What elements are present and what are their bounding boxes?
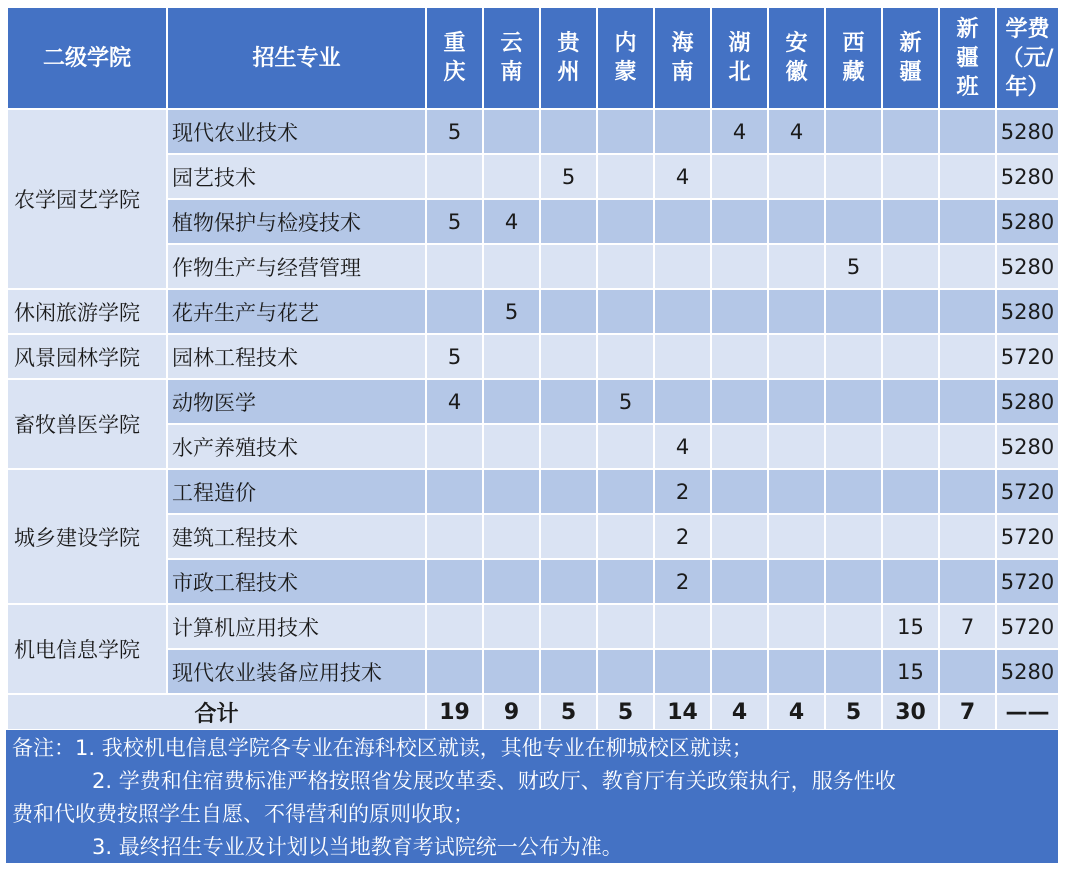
- quota-cell: [426, 424, 483, 469]
- remark-line-2: 2. 学费和住宿费标准严格按照省发展改革委、财政厅、教育厅有关政策执行，服务性收: [92, 769, 896, 793]
- fee-cell: 5720: [996, 514, 1059, 559]
- quota-cell: [825, 469, 882, 514]
- quota-cell: [768, 514, 825, 559]
- quota-cell: [711, 334, 768, 379]
- quota-cell: [939, 289, 996, 334]
- fee-cell: 5280: [996, 649, 1059, 694]
- total-cell: 14: [654, 694, 711, 730]
- quota-cell: [483, 649, 540, 694]
- quota-cell: [939, 424, 996, 469]
- quota-cell: [768, 154, 825, 199]
- quota-cell: [882, 154, 939, 199]
- quota-cell: [654, 289, 711, 334]
- major-name: 园艺技术: [167, 154, 426, 199]
- fee-cell: 5280: [996, 199, 1059, 244]
- quota-cell: [882, 514, 939, 559]
- quota-cell: [825, 604, 882, 649]
- quota-cell: [825, 649, 882, 694]
- quota-cell: [939, 379, 996, 424]
- quota-cell: 5: [825, 244, 882, 289]
- quota-cell: 15: [882, 649, 939, 694]
- major-name: 植物保护与检疫技术: [167, 199, 426, 244]
- total-cell: 30: [882, 694, 939, 730]
- total-cell: 19: [426, 694, 483, 730]
- quota-cell: [711, 604, 768, 649]
- quota-cell: 5: [597, 379, 654, 424]
- quota-cell: 5: [426, 334, 483, 379]
- fee-cell: 5280: [996, 109, 1059, 154]
- quota-cell: [597, 109, 654, 154]
- college-name: 农学园艺学院: [7, 109, 167, 289]
- quota-cell: [768, 199, 825, 244]
- fee-cell: 5280: [996, 289, 1059, 334]
- quota-cell: [483, 244, 540, 289]
- quota-cell: [483, 154, 540, 199]
- major-name: 园林工程技术: [167, 334, 426, 379]
- header-province: 安 徽: [768, 7, 825, 109]
- quota-cell: [597, 244, 654, 289]
- quota-cell: [711, 559, 768, 604]
- college-name: 休闲旅游学院: [7, 289, 167, 334]
- quota-cell: [882, 289, 939, 334]
- quota-cell: [426, 469, 483, 514]
- header-major: 招生专业: [167, 7, 426, 109]
- quota-cell: [654, 244, 711, 289]
- quota-cell: [654, 199, 711, 244]
- quota-cell: [768, 469, 825, 514]
- fee-cell: 5720: [996, 334, 1059, 379]
- total-cell: 5: [825, 694, 882, 730]
- quota-cell: [597, 649, 654, 694]
- quota-cell: [825, 559, 882, 604]
- fee-cell: 5280: [996, 379, 1059, 424]
- quota-cell: [711, 424, 768, 469]
- remark-line-4: 3. 最终招生专业及计划以当地教育考试院统一公布为准。: [92, 835, 623, 859]
- quota-cell: [483, 469, 540, 514]
- quota-cell: [597, 604, 654, 649]
- quota-cell: [768, 334, 825, 379]
- quota-cell: 5: [540, 154, 597, 199]
- quota-cell: [597, 199, 654, 244]
- quota-cell: [654, 109, 711, 154]
- fee-cell: 5720: [996, 469, 1059, 514]
- quota-cell: [882, 424, 939, 469]
- college-name: 风景园林学院: [7, 334, 167, 379]
- header-college: 二级学院: [7, 7, 167, 109]
- quota-cell: [597, 334, 654, 379]
- header-province: 贵 州: [540, 7, 597, 109]
- table-body: [7, 109, 1059, 730]
- quota-cell: [483, 109, 540, 154]
- quota-cell: 5: [426, 109, 483, 154]
- table-row: [7, 109, 1059, 154]
- total-row: [7, 694, 1059, 730]
- quota-cell: [768, 604, 825, 649]
- quota-cell: [483, 604, 540, 649]
- total-cell: 4: [768, 694, 825, 730]
- quota-cell: [825, 154, 882, 199]
- quota-cell: 15: [882, 604, 939, 649]
- total-cell: 5: [540, 694, 597, 730]
- quota-cell: [426, 244, 483, 289]
- header-row: [7, 7, 1059, 109]
- quota-cell: [426, 289, 483, 334]
- major-name: 工程造价: [167, 469, 426, 514]
- quota-cell: [597, 514, 654, 559]
- quota-cell: [426, 154, 483, 199]
- total-cell: 5: [597, 694, 654, 730]
- quota-cell: [540, 334, 597, 379]
- quota-cell: [882, 379, 939, 424]
- header-province: 西 藏: [825, 7, 882, 109]
- header-province: 新 疆 班: [939, 7, 996, 109]
- quota-cell: [483, 334, 540, 379]
- quota-cell: [825, 109, 882, 154]
- quota-cell: 2: [654, 514, 711, 559]
- quota-cell: [711, 514, 768, 559]
- quota-cell: [597, 469, 654, 514]
- quota-cell: [768, 424, 825, 469]
- quota-cell: [711, 244, 768, 289]
- header-fee: 学费 （元/ 年）: [996, 7, 1059, 109]
- quota-cell: 4: [654, 154, 711, 199]
- major-name: 现代农业装备应用技术: [167, 649, 426, 694]
- quota-cell: [540, 244, 597, 289]
- quota-cell: [711, 199, 768, 244]
- quota-cell: 4: [711, 109, 768, 154]
- quota-cell: [882, 244, 939, 289]
- quota-cell: [939, 154, 996, 199]
- total-cell: 9: [483, 694, 540, 730]
- quota-cell: 4: [654, 424, 711, 469]
- quota-cell: [939, 334, 996, 379]
- quota-cell: [882, 469, 939, 514]
- major-name: 计算机应用技术: [167, 604, 426, 649]
- quota-cell: [939, 244, 996, 289]
- quota-cell: [540, 649, 597, 694]
- table-row: [7, 289, 1059, 334]
- quota-cell: [939, 199, 996, 244]
- quota-cell: [540, 199, 597, 244]
- college-name: 畜牧兽医学院: [7, 379, 167, 469]
- total-label: 合计: [7, 694, 426, 730]
- quota-cell: [825, 199, 882, 244]
- quota-cell: [597, 559, 654, 604]
- quota-cell: [483, 514, 540, 559]
- quota-cell: 5: [483, 289, 540, 334]
- quota-cell: [654, 334, 711, 379]
- quota-cell: 4: [768, 109, 825, 154]
- header-province: 海 南: [654, 7, 711, 109]
- quota-cell: [540, 604, 597, 649]
- quota-cell: [939, 469, 996, 514]
- quota-cell: [768, 289, 825, 334]
- quota-cell: [882, 109, 939, 154]
- quota-cell: [768, 244, 825, 289]
- quota-cell: [426, 649, 483, 694]
- major-name: 建筑工程技术: [167, 514, 426, 559]
- quota-cell: [939, 109, 996, 154]
- quota-cell: [483, 559, 540, 604]
- quota-cell: [426, 559, 483, 604]
- quota-cell: [711, 469, 768, 514]
- table-row: [7, 604, 1059, 649]
- quota-cell: [426, 604, 483, 649]
- quota-cell: [483, 379, 540, 424]
- quota-cell: [654, 379, 711, 424]
- quota-cell: [825, 424, 882, 469]
- quota-cell: [711, 379, 768, 424]
- major-name: 花卉生产与花艺: [167, 289, 426, 334]
- header-province: 内 蒙: [597, 7, 654, 109]
- quota-cell: [540, 379, 597, 424]
- quota-cell: [939, 514, 996, 559]
- quota-cell: [825, 514, 882, 559]
- quota-cell: 4: [483, 199, 540, 244]
- quota-cell: [540, 109, 597, 154]
- fee-cell: 5720: [996, 604, 1059, 649]
- quota-cell: [540, 289, 597, 334]
- quota-cell: [540, 514, 597, 559]
- quota-cell: [768, 559, 825, 604]
- fee-cell: 5280: [996, 244, 1059, 289]
- quota-cell: [882, 334, 939, 379]
- header-province: 新 疆: [882, 7, 939, 109]
- quota-cell: [426, 514, 483, 559]
- quota-cell: [540, 469, 597, 514]
- quota-cell: [654, 649, 711, 694]
- header-province: 湖 北: [711, 7, 768, 109]
- college-name: 机电信息学院: [7, 604, 167, 694]
- quota-cell: [597, 289, 654, 334]
- remark-line-3: 费和代收费按照学生自愿、不得营利的原则收取；: [12, 802, 474, 826]
- quota-cell: [483, 424, 540, 469]
- quota-cell: 5: [426, 199, 483, 244]
- table-row: [7, 334, 1059, 379]
- quota-cell: 2: [654, 469, 711, 514]
- college-name: 城乡建设学院: [7, 469, 167, 604]
- quota-cell: [939, 559, 996, 604]
- total-cell: 4: [711, 694, 768, 730]
- quota-cell: [882, 559, 939, 604]
- header-province: 重 庆: [426, 7, 483, 109]
- major-name: 水产养殖技术: [167, 424, 426, 469]
- total-cell: 7: [939, 694, 996, 730]
- quota-cell: [768, 379, 825, 424]
- quota-cell: [654, 604, 711, 649]
- quota-cell: [711, 154, 768, 199]
- quota-cell: [597, 424, 654, 469]
- quota-cell: [597, 154, 654, 199]
- table-row: [7, 379, 1059, 424]
- remarks-box: [6, 730, 1058, 863]
- fee-cell: 5280: [996, 154, 1059, 199]
- quota-cell: [540, 559, 597, 604]
- quota-cell: [768, 649, 825, 694]
- quota-cell: [939, 649, 996, 694]
- enrollment-table-container: [6, 6, 1058, 731]
- major-name: 作物生产与经营管理: [167, 244, 426, 289]
- header-province: 云 南: [483, 7, 540, 109]
- total-fee: ——: [996, 694, 1059, 730]
- quota-cell: 4: [426, 379, 483, 424]
- fee-cell: 5280: [996, 424, 1059, 469]
- quota-cell: [711, 649, 768, 694]
- quota-cell: [882, 199, 939, 244]
- remark-line-1: 备注：1. 我校机电信息学院各专业在海科校区就读，其他专业在柳城校区就读；: [12, 736, 753, 760]
- enrollment-table: [6, 6, 1060, 731]
- fee-cell: 5720: [996, 559, 1059, 604]
- major-name: 市政工程技术: [167, 559, 426, 604]
- quota-cell: 2: [654, 559, 711, 604]
- major-name: 现代农业技术: [167, 109, 426, 154]
- major-name: 动物医学: [167, 379, 426, 424]
- quota-cell: [540, 424, 597, 469]
- quota-cell: [825, 289, 882, 334]
- quota-cell: 7: [939, 604, 996, 649]
- quota-cell: [711, 289, 768, 334]
- table-row: [7, 469, 1059, 514]
- quota-cell: [825, 334, 882, 379]
- quota-cell: [825, 379, 882, 424]
